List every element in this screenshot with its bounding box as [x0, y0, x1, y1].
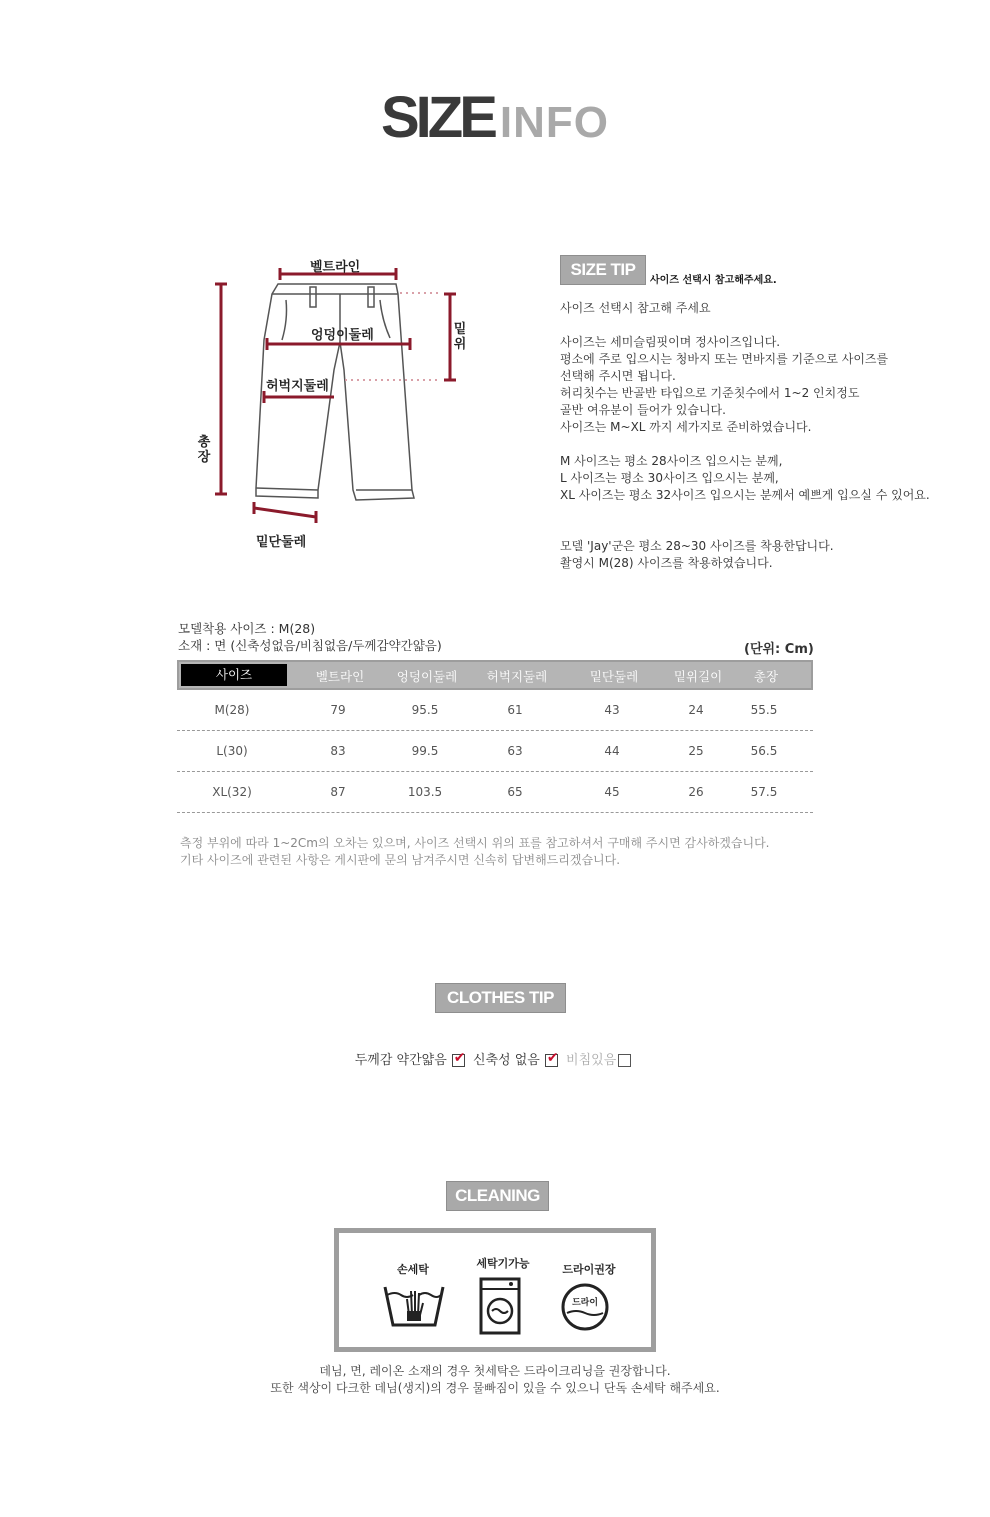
cell-thigh: 61: [507, 703, 523, 717]
title-size-text: SIZE: [380, 85, 494, 150]
table-row: [177, 773, 813, 813]
unit-text: (단위: Cm): [744, 642, 814, 657]
cell-length: 57.5: [750, 785, 778, 799]
label-hip: 엉덩이둘레: [311, 328, 374, 343]
header-belt: 벨트라인: [315, 669, 365, 684]
size-tip-line: 사이즈는 M~XL 까지 세가지로 준비하였습니다.: [560, 420, 812, 434]
size-tip-badge: SIZE TIP: [560, 255, 646, 285]
header-length: 총장: [753, 669, 779, 684]
cell-hem: 43: [604, 703, 620, 717]
size-tip-line: 허리칫수는 반골반 타입으로 기준칫수에서 1~2 인치정도: [560, 386, 860, 400]
size-tip-line: [560, 521, 930, 538]
table-notes: [180, 835, 769, 869]
cell-size: M(28): [214, 703, 250, 717]
size-tip-line: 사이즈 선택시 참고해 주세요: [560, 301, 711, 315]
clothes-tip-item-stretch: [473, 1049, 562, 1068]
cleaning-note: 데님, 면, 레이온 소재의 경우 첫세탁은 드라이크리닝을 권장합니다.: [319, 1364, 671, 1378]
cell-belt: 87: [330, 785, 346, 799]
cell-size: L(30): [216, 744, 248, 758]
page-title: [0, 84, 990, 150]
size-table-header: [177, 660, 813, 690]
checkbox-checked-icon: [545, 1054, 558, 1067]
clothes-tip-item-sheer: [566, 1049, 635, 1068]
header-size: 사이즈: [181, 664, 287, 686]
measurement-lines: [215, 268, 456, 523]
cleaning-badge: CLEANING: [446, 1181, 549, 1211]
size-tip-line: [560, 436, 930, 453]
label-length: [196, 435, 212, 465]
size-tip-line: 모델 'Jay'군은 평소 28~30 사이즈를 착용한답니다.: [560, 539, 834, 553]
cell-rise: 24: [688, 703, 704, 717]
washing-machine-icon: [479, 1277, 521, 1335]
cell-rise: 25: [688, 744, 704, 758]
cell-thigh: 63: [507, 744, 523, 758]
cell-hip: 103.5: [407, 785, 443, 799]
size-tip-line: L 사이즈는 평소 30사이즈 입으시는 분께,: [560, 471, 779, 485]
clothes-tip-label: 두께감 약간얇음: [354, 1053, 447, 1068]
hand-wash-icon: [383, 1281, 445, 1331]
cell-belt: 83: [330, 744, 346, 758]
dry-clean-icon-text: 드라이: [571, 1298, 599, 1308]
size-tip-line: [560, 317, 930, 334]
size-tip-line: 사이즈는 세미슬림핏이며 정사이즈입니다.: [560, 335, 781, 349]
size-tip-line: [560, 504, 930, 521]
clothes-tip-line: [0, 1049, 990, 1068]
cell-hem: 44: [604, 744, 620, 758]
dry-clean-label: 드라이권장: [562, 1263, 616, 1276]
cell-size: XL(32): [212, 785, 252, 799]
label-length-bottom: 장: [197, 450, 211, 465]
table-row: [177, 691, 813, 731]
cleaning-icons-box: [334, 1228, 656, 1352]
clothes-tip-badge: CLOTHES TIP: [435, 983, 566, 1013]
table-note: 측정 부위에 따라 1~2Cm의 오차는 있으며, 사이즈 선택시 위의 표를 참고하셔서 구매해 주시면 감사하겠습니다.: [180, 836, 770, 850]
checkbox-checked-icon: [452, 1054, 465, 1067]
header-hem: 밑단둘레: [589, 669, 639, 684]
label-rise: [452, 322, 468, 352]
cell-hip: 95.5: [411, 703, 439, 717]
cleaning-note: 또한 색상이 다크한 데님(생지)의 경우 물빠짐이 있을 수 있으니 단독 손세탁 해주세요.: [270, 1381, 720, 1395]
cell-rise: 26: [688, 785, 704, 799]
size-tip-line: 골반 여유분이 들어가 있습니다.: [560, 403, 726, 417]
table-note: 기타 사이즈에 관련된 사항은 게시판에 문의 남겨주시면 신속히 답변해드리겠습니다.: [180, 853, 621, 867]
cell-length: 55.5: [750, 703, 778, 717]
size-tip-line: XL 사이즈는 평소 32사이즈 입으시는 분께서 예쁘게 입으실 수 있어요.: [560, 488, 930, 502]
size-tip-line: 촬영시 M(28) 사이즈를 착용하였습니다.: [560, 556, 773, 570]
clothes-tip-label: 신축성 없음: [472, 1053, 540, 1068]
label-rise-bottom: 위: [453, 337, 467, 352]
clothes-tip-item-thickness: [355, 1049, 469, 1068]
pants-diagram: [190, 250, 480, 560]
material-text: 소재 : 면 (신축성없음/비침없음/두께감약간얇음): [178, 638, 442, 653]
header-rise: 밑위길이: [673, 669, 723, 684]
cell-hem: 45: [604, 785, 620, 799]
size-tip-line: M 사이즈는 평소 28사이즈 입으시는 분께,: [560, 454, 783, 468]
title-info-text: INFO: [499, 98, 610, 147]
label-rise-top: 밑: [453, 322, 467, 337]
checkbox-empty-icon: [618, 1054, 631, 1067]
cell-belt: 79: [330, 703, 346, 717]
label-thigh: 허벅지둘레: [266, 379, 329, 394]
hand-wash-label: 손세탁: [397, 1263, 429, 1276]
table-row: [177, 732, 813, 772]
label-hem: 밑단둘레: [256, 535, 307, 550]
size-tip-text: [560, 300, 930, 572]
size-tip-line: 선택해 주시면 됩니다.: [560, 369, 676, 383]
size-tip-line: 평소에 주로 입으시는 청바지 또는 면바지를 기준으로 사이즈를: [560, 352, 889, 366]
header-hip: 엉덩이둘레: [396, 669, 458, 684]
cell-hip: 99.5: [411, 744, 439, 758]
header-thigh: 허벅지둘레: [486, 669, 548, 684]
cell-thigh: 65: [507, 785, 523, 799]
label-belt: 벨트라인: [310, 260, 361, 275]
cell-length: 56.5: [750, 744, 778, 758]
clothes-tip-label: 비침있음: [566, 1053, 617, 1068]
model-size-text: 모델착용 사이즈 : M(28): [178, 621, 316, 636]
size-tip-caption: 사이즈 선택시 참고해주세요.: [650, 275, 777, 286]
machine-wash-label: 세탁기가능: [476, 1257, 530, 1270]
label-length-top: 총: [197, 435, 211, 450]
